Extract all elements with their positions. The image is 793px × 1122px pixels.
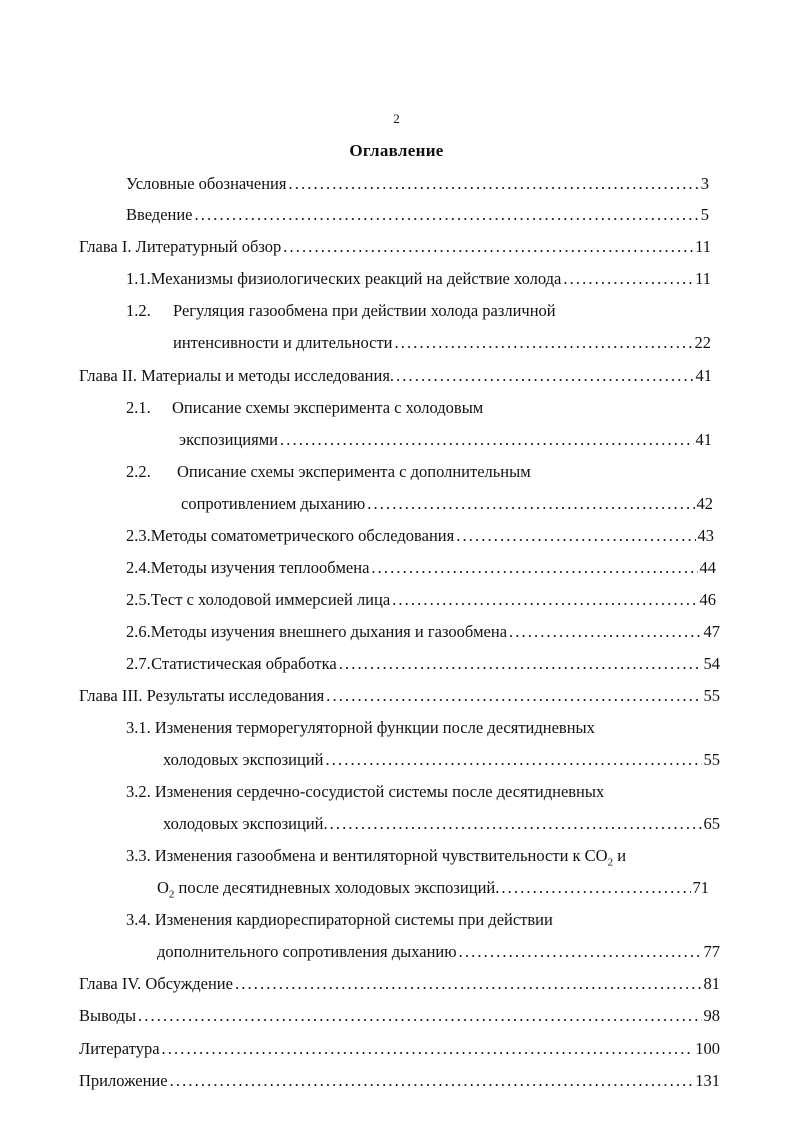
toc-entry-text: Введение — [126, 205, 193, 224]
leader-dots — [339, 653, 702, 675]
toc-entry-text: Глава IV. Обсуждение — [79, 974, 233, 993]
toc-entry-text: экспозициями — [179, 430, 278, 449]
toc-entry-page: 65 — [703, 814, 720, 833]
leader-dots — [392, 589, 697, 611]
toc-entry-number: 2.3. — [126, 526, 151, 545]
page-number: 2 — [393, 111, 400, 126]
toc-entry-section-2-4[interactable] — [126, 557, 716, 579]
leader-dots — [371, 557, 697, 579]
toc-entry-section-3-3-line1[interactable] — [126, 845, 626, 867]
toc-entry-text: 3.1. Изменения терморегуляторной функции после десятидневных — [126, 718, 595, 737]
leader-dots — [326, 685, 701, 707]
toc-entry-text: Выводы — [79, 1006, 137, 1025]
toc-entry-text: 3.4. Изменения кардиореспираторной системы при действии — [126, 910, 553, 929]
toc-entry-literature[interactable] — [79, 1038, 720, 1060]
leader-dots — [459, 941, 702, 963]
toc-entry-page: 46 — [699, 590, 716, 609]
leader-dots — [138, 1005, 701, 1027]
toc-entry-text: Условные обозначения — [126, 174, 287, 193]
toc-entry-page: 71 — [692, 878, 709, 897]
toc-entry-abbreviations[interactable] — [126, 173, 709, 195]
leader-dots — [195, 204, 699, 226]
toc-entry-page: 55 — [703, 750, 720, 769]
formula-rest: после десятидневных холодовых экспозиций. — [174, 878, 500, 897]
toc-entry-chapter-4[interactable] — [79, 973, 720, 995]
toc-entry-section-1-2-line1[interactable] — [126, 300, 556, 322]
toc-entry-section-2-3[interactable] — [126, 525, 714, 547]
toc-entry-section-1-1[interactable] — [126, 268, 711, 290]
leader-dots — [162, 1038, 694, 1060]
leader-dots — [288, 173, 698, 195]
toc-entry-text: Глава I. Литературный обзор — [79, 237, 282, 256]
toc-entry-text: дополнительного сопротивления дыханию — [157, 942, 457, 961]
toc-entry-appendix[interactable] — [79, 1070, 720, 1092]
toc-entry-text: Методы изучения теплообмена — [150, 558, 370, 577]
toc-entry-text: интенсивности и длительности — [173, 333, 393, 352]
toc-entry-text: Глава III. Результаты исследования — [79, 686, 325, 705]
toc-entry-number: 2.1. — [126, 398, 151, 417]
toc-entry-page: 44 — [699, 558, 716, 577]
toc-entry-number: 1.2. — [126, 301, 151, 320]
toc-entry-introduction[interactable] — [126, 204, 709, 226]
leader-dots — [367, 493, 694, 515]
toc-entry-page: 3 — [700, 174, 709, 193]
toc-entry-section-3-3-line2[interactable] — [157, 877, 709, 899]
leader-dots — [509, 621, 701, 643]
toc-entry-text: 3.2. Изменения сердечно-сосудистой системы после десятидневных — [126, 782, 605, 801]
leader-dots — [326, 749, 702, 771]
toc-entry-page: 11 — [695, 237, 711, 256]
toc-entry-chapter-3[interactable] — [79, 685, 720, 707]
toc-entry-text-end: и — [613, 846, 627, 865]
toc-entry-text: Описание схемы эксперимента с дополнительным — [177, 462, 531, 481]
leader-dots — [330, 813, 702, 835]
toc-entry-page: 55 — [703, 686, 720, 705]
toc-entry-section-3-1-line1[interactable] — [126, 717, 595, 739]
toc-entry-page: 43 — [697, 526, 714, 545]
subscript: 2 — [607, 856, 614, 869]
toc-entry-section-1-2-line2[interactable] — [173, 332, 711, 354]
formula-o: O — [157, 878, 169, 897]
toc-entry-section-2-2-line1[interactable] — [126, 461, 531, 483]
toc-entry-text: Литература — [79, 1039, 160, 1058]
toc-entry-section-2-7[interactable] — [126, 653, 720, 675]
leader-dots — [501, 877, 690, 899]
toc-entry-text: Глава II. Материалы и методы исследования. — [79, 366, 395, 385]
toc-entry-page: 131 — [695, 1071, 720, 1090]
toc-entry-chapter-1[interactable] — [79, 236, 711, 258]
leader-dots — [396, 365, 693, 387]
toc-entry-text: 3.3. Изменения газообмена и вентиляторной чувствительности к CO — [126, 846, 608, 865]
subscript: 2 — [168, 888, 175, 901]
toc-entry-section-2-5[interactable] — [126, 589, 716, 611]
leader-dots — [170, 1070, 694, 1092]
toc-entry-chapter-2[interactable] — [79, 365, 712, 387]
toc-entry-text: Методы соматометрического обследования — [150, 526, 455, 545]
toc-entry-page: 100 — [695, 1039, 720, 1058]
toc-entry-text: сопротивлением дыханию — [181, 494, 366, 513]
toc-entry-page: 81 — [703, 974, 720, 993]
toc-entry-text: Приложение — [79, 1071, 168, 1090]
toc-entry-number: 2.7. — [126, 654, 151, 673]
toc-entry-text: холодовых экспозиций — [163, 750, 324, 769]
leader-dots — [456, 525, 695, 547]
toc-entry-section-2-1-line1[interactable] — [126, 397, 483, 419]
toc-entry-section-2-6[interactable] — [126, 621, 720, 643]
toc-entry-page: 11 — [695, 269, 711, 288]
toc-entry-number: 1.1. — [126, 269, 151, 288]
toc-entry-section-3-4-line2[interactable] — [157, 941, 720, 963]
toc-entry-section-3-4-line1[interactable] — [126, 909, 553, 931]
toc-entry-text: Описание схемы эксперимента с холодовым — [172, 398, 484, 417]
toc-entry-section-2-2-line2[interactable] — [181, 493, 713, 515]
toc-entry-page: 47 — [703, 622, 720, 641]
toc-entry-page: 54 — [703, 654, 720, 673]
toc-entry-text: Регуляция газообмена при действии холода различной — [173, 301, 556, 320]
toc-entry-page: 41 — [695, 430, 712, 449]
toc-entry-text: холодовых экспозиций. — [163, 814, 328, 833]
leader-dots — [235, 973, 702, 995]
toc-entry-text: Методы изучения внешнего дыхания и газообмена — [150, 622, 508, 641]
toc-entry-page: 41 — [695, 366, 712, 385]
toc-entry-section-3-2-line1[interactable] — [126, 781, 604, 803]
toc-entry-number: 2.2. — [126, 462, 151, 481]
leader-dots — [280, 429, 694, 451]
toc-entry-section-2-1-line2[interactable] — [179, 429, 712, 451]
toc-entry-page: 42 — [696, 494, 713, 513]
toc-entry-text: Статистическая обработка — [151, 654, 337, 673]
page-title: Оглавление — [349, 141, 444, 160]
toc-entry-page: 5 — [700, 205, 709, 224]
toc-entry-text — [157, 877, 499, 899]
toc-entry-text: Тест с холодовой иммерсией лица — [150, 590, 391, 609]
toc-entry-number: 2.4. — [126, 558, 151, 577]
toc-entry-text: Механизмы физиологических реакций на действие холода — [150, 269, 562, 288]
toc-entry-section-3-1-line2[interactable] — [163, 749, 720, 771]
toc-entry-page: 22 — [694, 333, 711, 352]
leader-dots — [395, 332, 693, 354]
toc-entry-section-3-2-line2[interactable] — [163, 813, 720, 835]
toc-entry-conclusions[interactable] — [79, 1005, 720, 1027]
leader-dots — [563, 268, 693, 290]
toc-entry-page: 77 — [703, 942, 720, 961]
toc-entry-number: 2.6. — [126, 622, 151, 641]
toc-entry-number: 2.5. — [126, 590, 151, 609]
toc-entry-page: 98 — [703, 1006, 720, 1025]
leader-dots — [283, 236, 693, 258]
